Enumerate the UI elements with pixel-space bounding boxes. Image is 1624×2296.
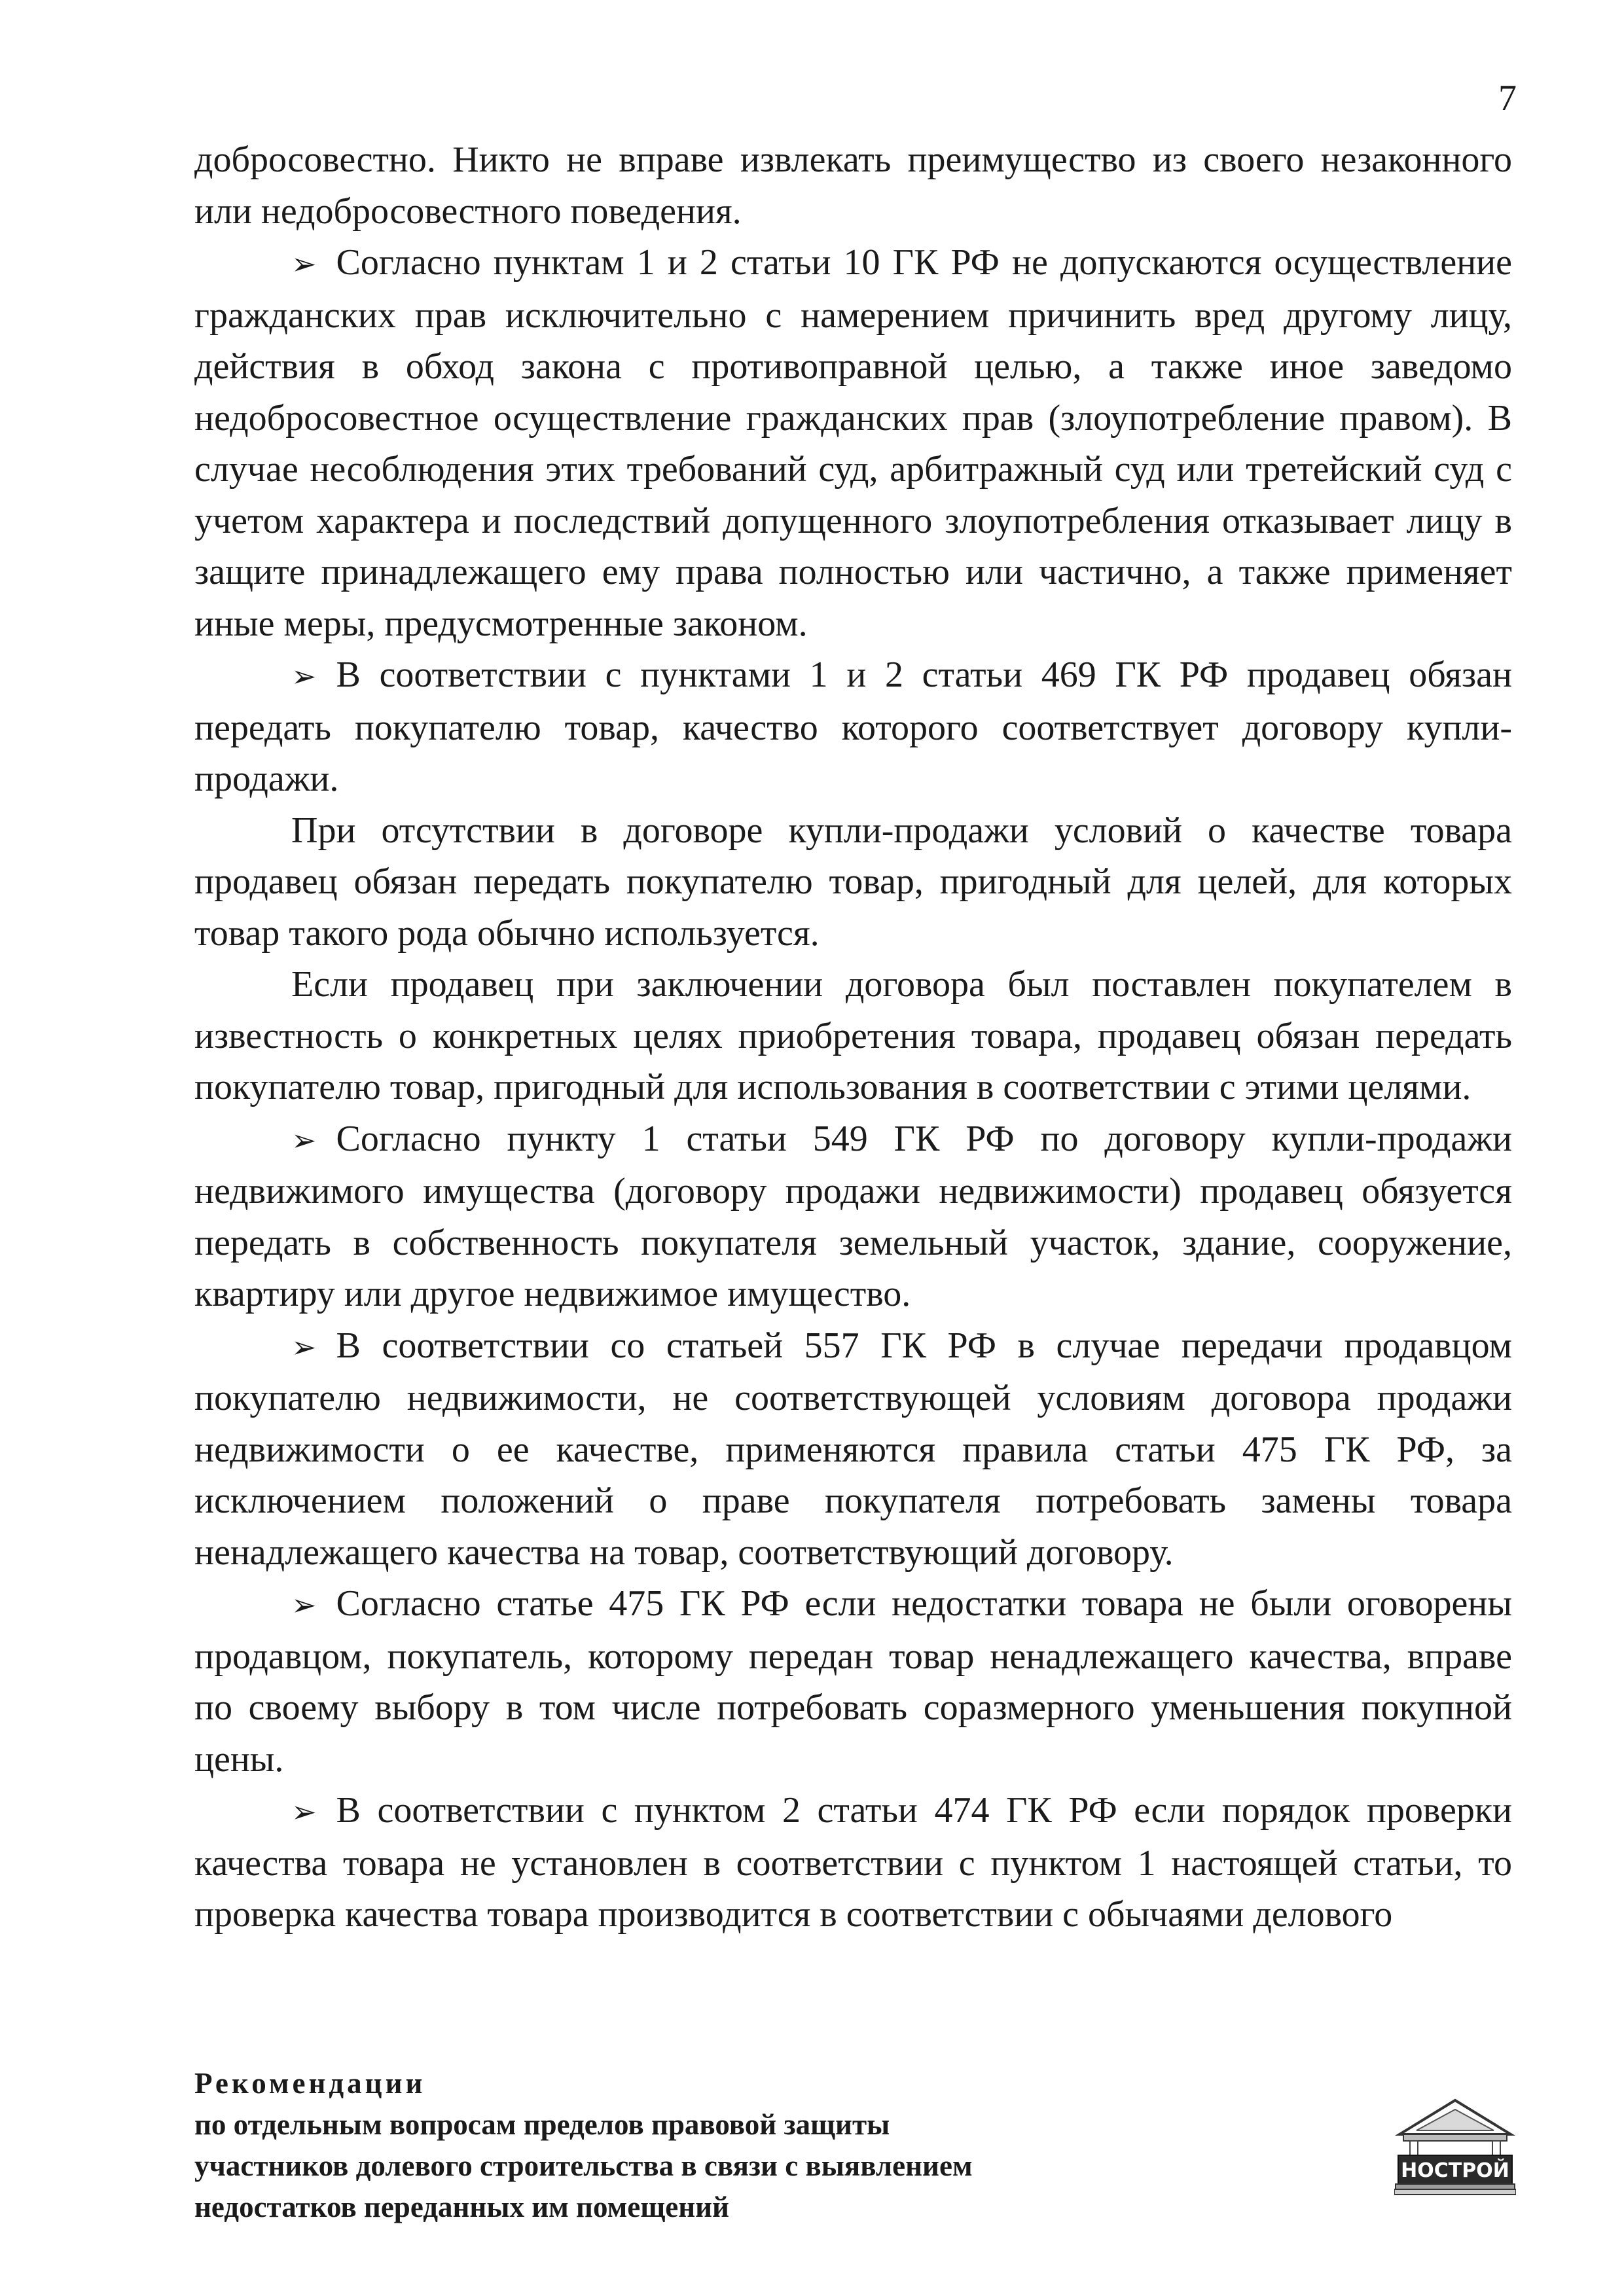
footer-line-1: по отдельным вопросам пределов правовой защиты	[194, 2108, 890, 2141]
nostroy-logo-icon	[1394, 2098, 1516, 2196]
arrow-bullet-icon: ➢	[291, 246, 317, 281]
arrow-bullet-icon: ➢	[291, 1794, 317, 1829]
paragraph-5	[194, 959, 1512, 1113]
paragraph-4-text: При отсутствии в договоре купли-продажи условий о качестве товара продавец обязан передать покупателю товар, пригодный для целей, для которых товар такого рода обычно используется.	[194, 810, 1512, 954]
paragraph-7	[194, 1320, 1512, 1579]
document-footer	[194, 2063, 1307, 2228]
paragraph-3	[194, 649, 1512, 805]
logo-text: НОСТРОЙ	[1401, 2159, 1509, 2182]
paragraph-5-text: Если продавец при заключении договора был поставлен покупателем в известность о конкретных целях приобретения товара, продавец обязан передать покупателю товар, пригодный для использования в соответствии с этими целями.	[194, 964, 1512, 1107]
paragraph-7-text: В соответствии со статьей 557 ГК РФ в случае передачи продавцом покупателю недвижимости, не соответствующей условиям договора продажи недвижимости о ее качестве, применяются правила статьи 475 ГК РФ, за исключением положений о праве покупателя потребовать замены товара ненадлежащего качества на товар, соответствующий договору.	[194, 1325, 1512, 1573]
paragraph-8-text: Согласно статье 475 ГК РФ если недостатки товара не были оговорены продавцом, покупатель, которому передан товар ненадлежащего качества, вправе по своему выбору в том числе потребовать соразмерного уменьшения покупной цены.	[194, 1583, 1512, 1780]
paragraph-1-text: добросовестно. Никто не вправе извлекать преимущество из своего незаконного или недобросовестного поведения.	[194, 139, 1512, 232]
paragraph-2	[194, 237, 1512, 649]
paragraph-6-text: Согласно пункту 1 статьи 549 ГК РФ по договору купли-продажи недвижимого имущества (договору продажи недвижимости) продавец обязуется передать в собственность покупателя земельный участок, здание, сооружение, квартиру или другое недвижимое имущество.	[194, 1118, 1512, 1314]
paragraph-2-text: Согласно пунктам 1 и 2 статьи 10 ГК РФ не допускаются осуществление гражданских прав исключительно с намерением причинить вред другому лицу, действия в обход закона с противоправной целью, а также иное заведомо недобросовестное осуществление гражданских прав (злоупотребление правом). В случае несоблюдения этих требований суд, арбитражный суд или третейский суд с учетом характера и последствий допущенного злоупотребления отказывает лицу в защите принадлежащего ему права полностью или частично, а также применяет иные меры, предусмотренные законом.	[194, 242, 1512, 644]
paragraph-1	[194, 134, 1512, 237]
arrow-bullet-icon: ➢	[291, 658, 317, 694]
paragraph-9	[194, 1785, 1512, 1941]
paragraph-8	[194, 1578, 1512, 1785]
arrow-bullet-icon: ➢	[291, 1587, 317, 1623]
footer-line-3: недостатков переданных им помещений	[194, 2191, 729, 2223]
footer-title: Рекомендации	[194, 2067, 426, 2100]
arrow-bullet-icon: ➢	[291, 1329, 317, 1365]
paragraph-6	[194, 1113, 1512, 1320]
paragraph-9-text: В соответствии с пунктом 2 статьи 474 ГК РФ если порядок проверки качества товара не установлен в соответствии с пунктом 1 настоящей статьи, то проверка качества товара производится в соответствии с обычаями делового	[194, 1790, 1512, 1935]
footer-line-2: участников долевого строительства в связи с выявлением	[194, 2149, 973, 2182]
document-body	[194, 134, 1512, 1941]
arrow-bullet-icon: ➢	[291, 1122, 317, 1158]
paragraph-3-text: В соответствии с пунктами 1 и 2 статьи 469 ГК РФ продавец обязан передать покупателю товар, качество которого соответствует договору купли-продажи.	[194, 655, 1512, 799]
paragraph-4	[194, 805, 1512, 960]
page-number: 7	[1498, 78, 1517, 118]
